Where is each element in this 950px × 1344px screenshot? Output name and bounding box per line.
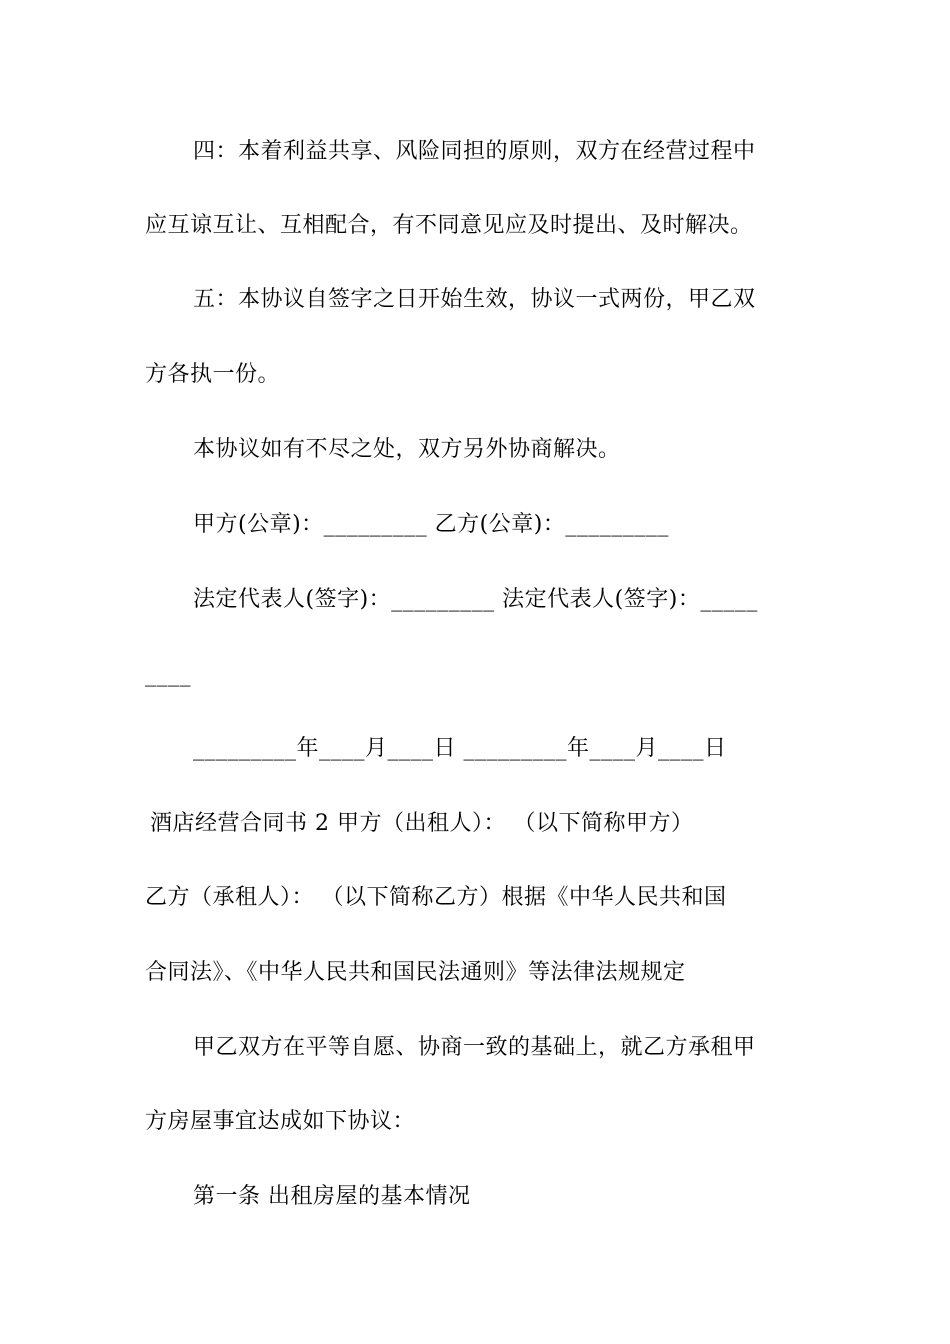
paragraph-line: 方房屋事宜达成如下协议：: [145, 1109, 416, 1134]
signature-line-representative: 法定代表人(签字)：_________ 法定代表人(签字)：_____: [193, 587, 758, 612]
paragraph-line: 合同法》、《中华人民共和国民法通则》等法律法规规定: [145, 960, 686, 985]
contract-heading-line: 酒店经营合同书 2 甲方（出租人）： （以下简称甲方）: [150, 811, 694, 836]
signature-line-seal: 甲方(公章)：_________ 乙方(公章)：_________: [193, 512, 669, 537]
paragraph-line: 甲乙双方在平等自愿、协商一致的基础上，就乙方承租甲: [193, 1035, 756, 1060]
paragraph-line: 方各执一份。: [145, 362, 281, 387]
paragraph-line: 五：本协议自签字之日开始生效，协议一式两份，甲乙双: [193, 287, 756, 312]
article-heading: 第一条 出租房屋的基本情况: [193, 1184, 471, 1209]
paragraph-line: 应互谅互让、互相配合，有不同意见应及时提出、及时解决。: [145, 213, 753, 238]
paragraph-line: 四：本着利益共享、风险同担的原则，双方在经营过程中: [193, 139, 756, 164]
date-line: _________年____月____日 _________年____月____日: [193, 736, 727, 761]
paragraph-line: 乙方（承租人）： （以下简称乙方）根据《中华人民共和国: [145, 885, 727, 910]
signature-line-continuation: ____: [145, 662, 191, 687]
paragraph-line: 本协议如有不尽之处，双方另外协商解决。: [193, 437, 621, 462]
